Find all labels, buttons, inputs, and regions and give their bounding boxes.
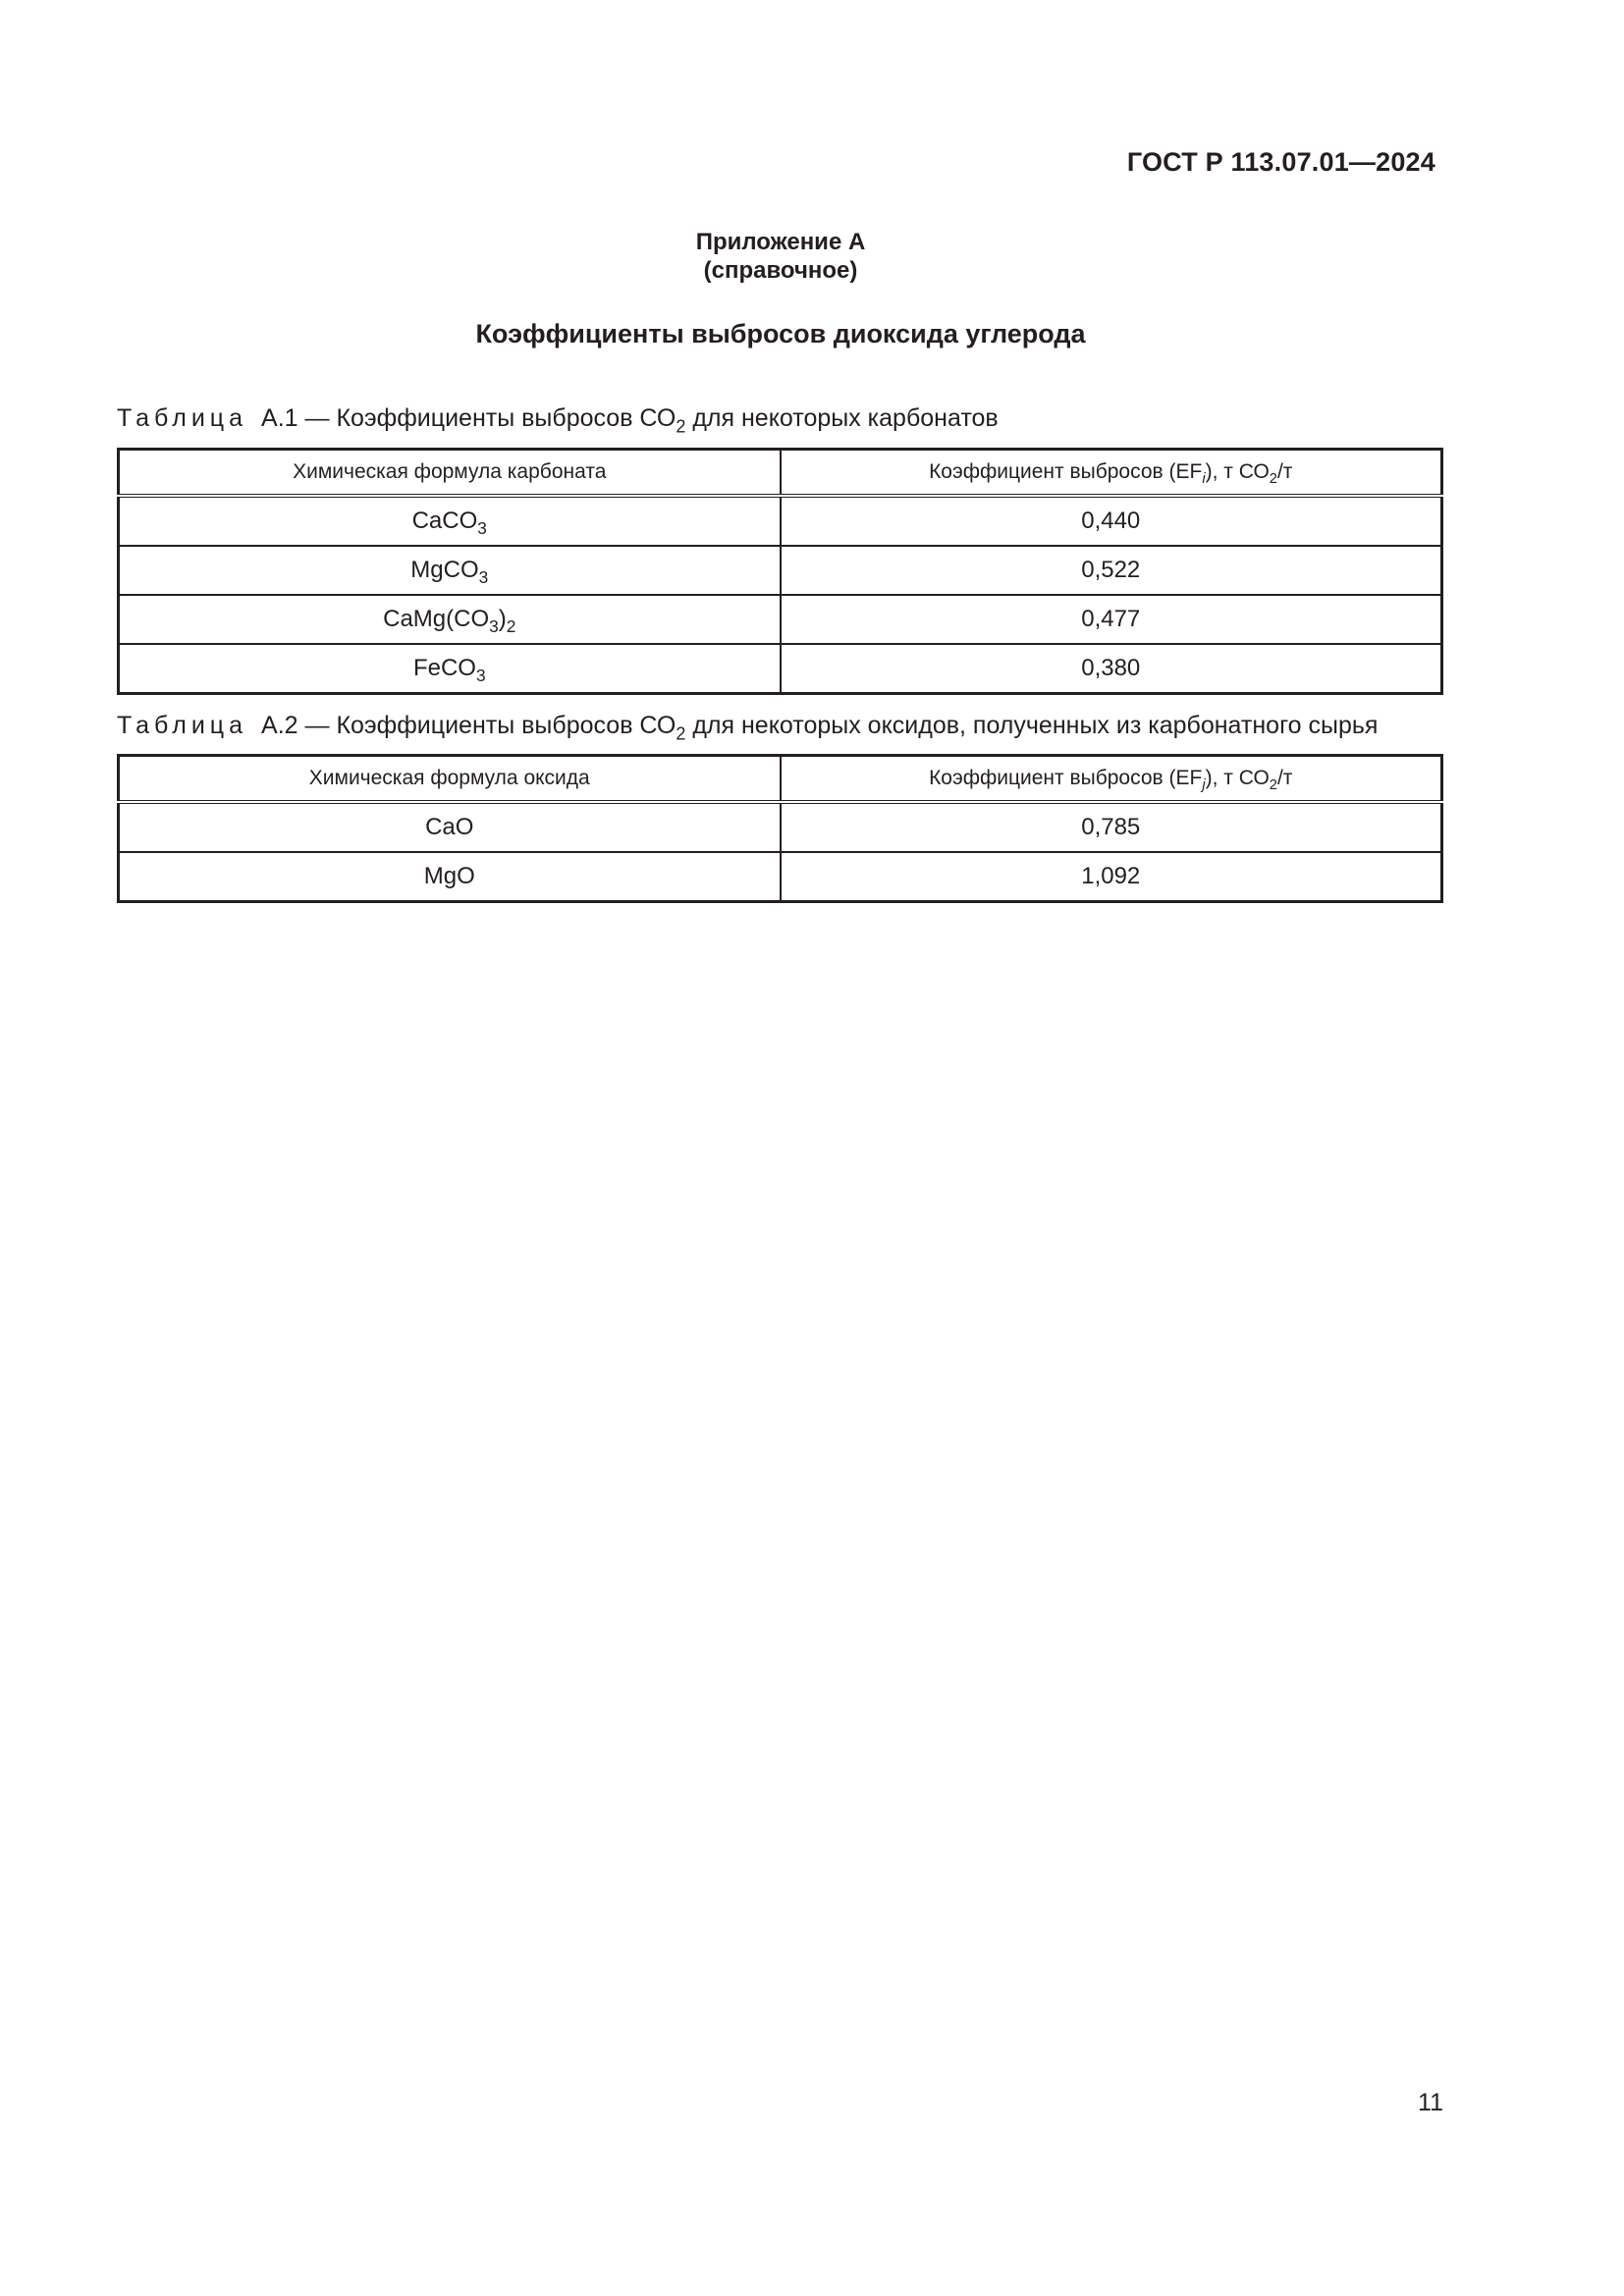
formula-text: ) xyxy=(498,606,507,632)
section-title: Коэффициенты выбросов диоксида углерода xyxy=(475,319,1086,348)
formula-cell: CaO xyxy=(119,802,781,852)
value-cell: 0,785 xyxy=(781,802,1442,852)
table-a2-caption-subscript: 2 xyxy=(676,723,686,744)
formula-cell xyxy=(119,496,781,546)
table-header-row xyxy=(119,756,1442,803)
table-a2-caption-text: А.2 — Коэффициенты выбросов СО xyxy=(261,712,677,739)
formula-cell xyxy=(119,644,781,694)
appendix-title: Приложение А xyxy=(695,229,866,255)
table-a1-caption xyxy=(117,404,999,437)
formula-text: CaMg(CO xyxy=(383,606,490,632)
header-text: ), т СО xyxy=(1205,460,1270,483)
header-text: /т xyxy=(1276,460,1293,483)
table-a2 xyxy=(117,754,1443,903)
header-subscript: i xyxy=(1202,471,1206,488)
page-number: 11 xyxy=(1418,2089,1443,2116)
table-a2-caption-label: Таблица xyxy=(117,712,248,739)
table-a2-col2-header xyxy=(781,756,1442,803)
table-row xyxy=(119,802,1442,852)
formula-subscript: 2 xyxy=(506,616,516,637)
table-a1-col2-header xyxy=(781,450,1442,497)
appendix-subtitle: (справочное) xyxy=(703,257,858,284)
header-text: /т xyxy=(1276,767,1293,789)
value-cell: 1,092 xyxy=(781,852,1442,902)
value-cell: 0,440 xyxy=(781,496,1442,546)
table-row xyxy=(119,595,1442,644)
header-text: ), т СО xyxy=(1205,767,1270,789)
formula-cell xyxy=(119,595,781,644)
table-a2-col1-header: Химическая формула оксида xyxy=(119,756,781,803)
table-row xyxy=(119,644,1442,694)
appendix-heading xyxy=(0,228,1561,285)
value-cell: 0,380 xyxy=(781,644,1442,694)
formula-subscript: 3 xyxy=(478,567,489,588)
header-text: Коэффициент выбросов (EF xyxy=(929,767,1203,789)
formula-text: FeCO xyxy=(412,655,476,681)
formula-subscript: 3 xyxy=(489,616,499,637)
table-a1-col1-header: Химическая формула карбоната xyxy=(119,450,781,497)
table-a1 xyxy=(117,448,1443,695)
formula-cell: MgO xyxy=(119,852,781,902)
header-subscript: 2 xyxy=(1269,471,1277,488)
table-a2-caption xyxy=(117,712,1379,744)
table-header-row xyxy=(119,450,1442,497)
value-cell: 0,522 xyxy=(781,546,1442,595)
table-row xyxy=(119,852,1442,902)
header-text: Коэффициент выбросов (EF xyxy=(929,460,1203,483)
header-subscript: 2 xyxy=(1269,777,1277,794)
value-cell: 0,477 xyxy=(781,595,1442,644)
formula-text: CaCO xyxy=(411,507,478,534)
table-row xyxy=(119,496,1442,546)
table-a1-caption-subscript: 2 xyxy=(676,416,686,437)
header-subscript: j xyxy=(1202,777,1206,794)
formula-cell xyxy=(119,546,781,595)
table-a1-caption-label: Таблица xyxy=(117,404,248,432)
formula-subscript: 3 xyxy=(477,518,487,539)
table-row xyxy=(119,546,1442,595)
table-a1-caption-tail: для некоторых карбонатов xyxy=(685,404,999,432)
formula-text: MgCO xyxy=(410,557,479,583)
formula-subscript: 3 xyxy=(475,666,486,686)
table-a2-caption-tail: для некоторых оксидов, полученных из карбонатного сырья xyxy=(685,712,1379,739)
document-code: ГОСТ Р 113.07.01—2024 xyxy=(1126,147,1435,177)
table-a1-caption-text: А.1 — Коэффициенты выбросов СО xyxy=(261,404,677,432)
